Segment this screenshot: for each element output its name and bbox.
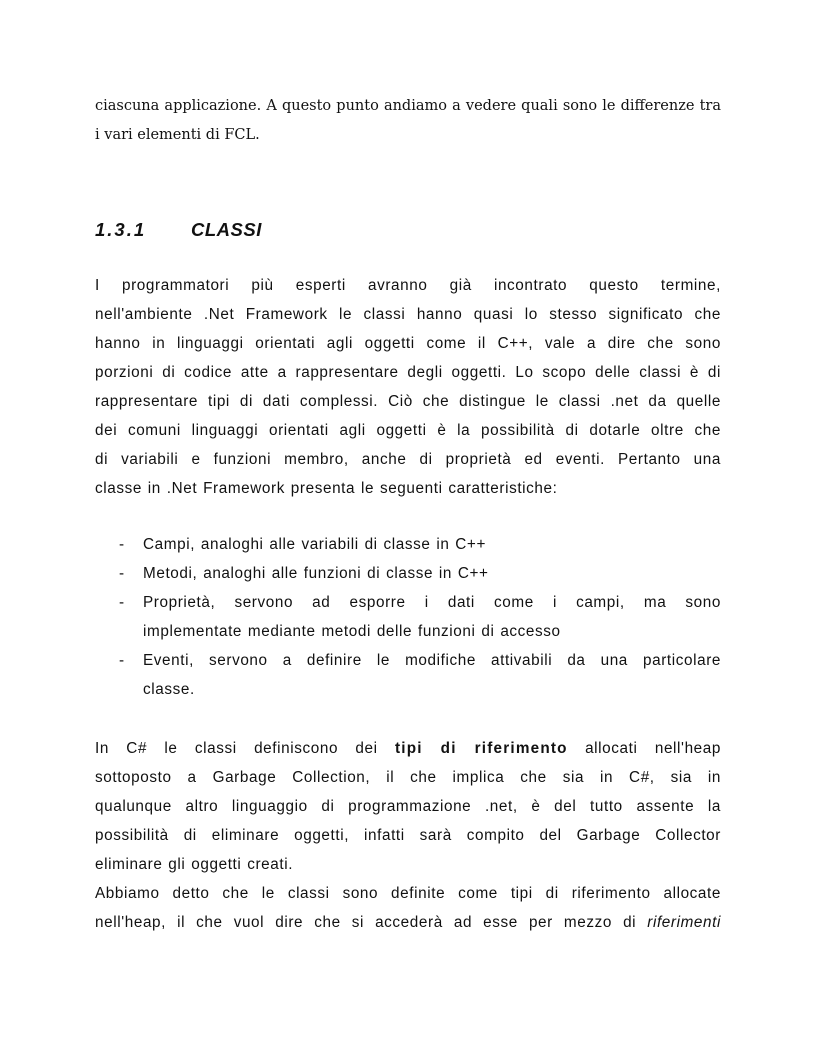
classes-paragraph (95, 271, 721, 503)
paragraph-line (95, 908, 721, 937)
list-item (95, 559, 721, 588)
intro-paragraph: ciascuna applicazione. A questo punto andiamo a vedere quali sono le differenze tra i vari elementi di FCL. (95, 98, 721, 143)
section-title: CLASSI (191, 219, 262, 240)
bullet-dash: - (119, 565, 125, 582)
features-list (95, 530, 721, 704)
list-item-text: implementate mediante metodi delle funzioni di accesso (143, 623, 561, 640)
section-number: 1.3.1 (95, 219, 147, 240)
paragraph-line: nell'ambiente .Net Framework le classi hanno quasi lo stesso significato che (95, 306, 721, 323)
section-heading (95, 216, 262, 244)
list-item-text: Proprietà, servono ad esporre i dati come i campi, ma sono (143, 594, 721, 611)
paragraph-line: porzioni di codice atte a rappresentare degli oggetti. Lo scopo delle classi è di (95, 364, 721, 381)
list-item (95, 646, 721, 704)
paragraph-line: di variabili e funzioni membro, anche di proprietà ed eventi. Pertanto una (95, 451, 721, 468)
paragraph-line: rappresentare tipi di dati complessi. Ciò che distingue le classi .net da quelle (95, 393, 721, 410)
paragraph-line: possibilità di eliminare oggetti, infatti sarà compito del Garbage Collector (95, 827, 721, 844)
paragraph-line (95, 734, 721, 763)
bullet-dash: - (119, 594, 125, 611)
paragraph-line: qualunque altro linguaggio di programmazione .net, è del tutto assente la (95, 798, 721, 815)
text-run: In C# le classi definiscono dei (95, 740, 395, 757)
paragraph-line: Abbiamo detto che le classi sono definite come tipi di riferimento allocate (95, 885, 721, 902)
paragraph-line: I programmatori più esperti avranno già incontrato questo termine, (95, 277, 721, 294)
bold-term: tipi di riferimento (394, 740, 568, 757)
bullet-dash: - (119, 536, 125, 553)
list-item-text: Campi, analoghi alle variabili di classe in C++ (143, 536, 486, 553)
list-item-text: Metodi, analoghi alle funzioni di classe in C++ (143, 565, 489, 582)
reference-types-paragraph (95, 734, 721, 937)
list-item-text: classe. (143, 681, 195, 698)
list-item (95, 530, 721, 559)
text-run: nell'heap, il che vuol dire che si accederà ad esse per mezzo di (95, 914, 648, 931)
paragraph-line: dei comuni linguaggi orientati agli oggetti è la possibilità di dotarle oltre che (95, 422, 721, 439)
text-run: allocati nell'heap (567, 740, 721, 757)
list-item-text: Eventi, servono a definire le modifiche attivabili da una particolare (143, 652, 721, 669)
paragraph-line: classe in .Net Framework presenta le seguenti caratteristiche: (95, 480, 558, 497)
paragraph-line: eliminare gli oggetti creati. (95, 856, 294, 873)
bullet-dash: - (119, 652, 125, 669)
italic-term: riferimenti (647, 914, 721, 931)
paragraph-line: hanno in linguaggi orientati agli oggetti come il C++, vale a dire che sono (95, 335, 721, 352)
list-item (95, 588, 721, 646)
paragraph-line: sottoposto a Garbage Collection, il che implica che sia in C#, sia in (95, 769, 721, 786)
